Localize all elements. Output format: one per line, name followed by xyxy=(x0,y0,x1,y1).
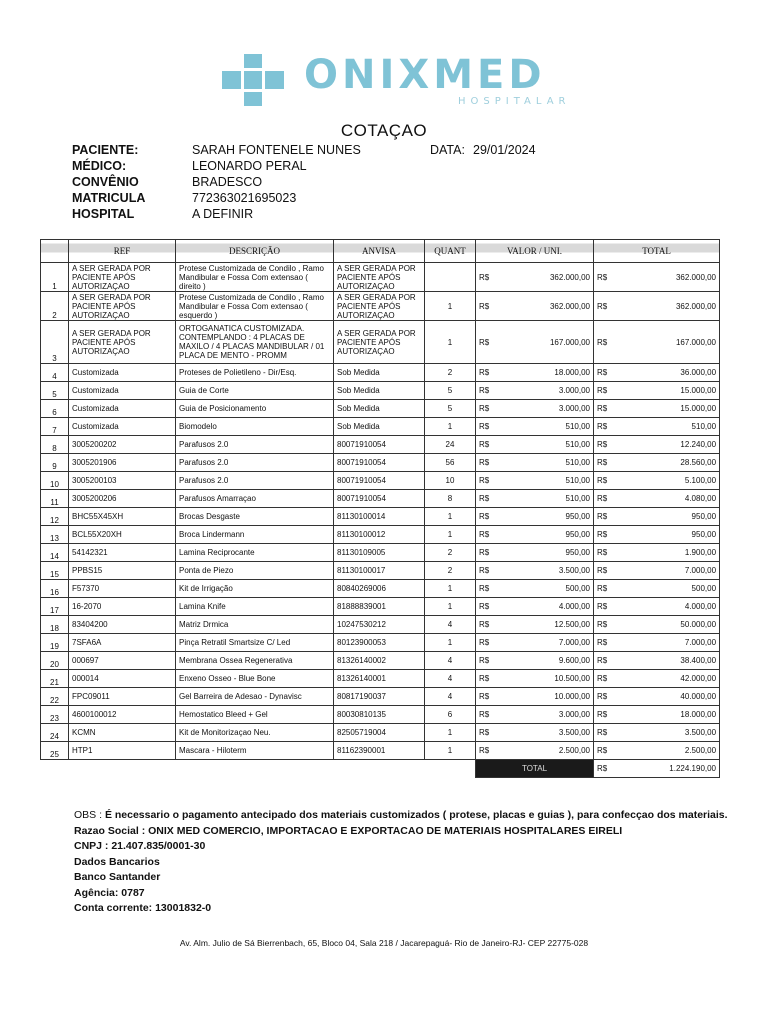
cell-descricao: Gel Barreira de Adesao - Dynavisc xyxy=(176,688,334,706)
cell-unit-value: 3.500,00 xyxy=(506,562,594,580)
cell-row-number: 22 xyxy=(41,688,69,706)
cell-anvisa: 81130100012 xyxy=(334,526,425,544)
cell-ref: 000697 xyxy=(69,652,176,670)
cell-quant: 5 xyxy=(425,382,476,400)
cell-unit-currency: R$ xyxy=(476,400,506,418)
cell-total-value: 28.560,00 xyxy=(619,454,720,472)
table-row xyxy=(41,292,720,321)
table-row xyxy=(41,616,720,634)
cell-total-currency: R$ xyxy=(594,544,619,562)
cell-total-currency: R$ xyxy=(594,364,619,382)
dados-bancarios: Dados Bancarios xyxy=(74,855,160,868)
cell-quant: 10 xyxy=(425,472,476,490)
footer-address: Av. Alm. Julio de Sá Bierrenbach, 65, Bloco 04, Sala 218 / Jacarepaguá- Rio de Janeiro-RJ- CEP 22775-028 xyxy=(179,938,589,948)
agencia: Agência: 0787 xyxy=(74,886,145,899)
total-value: 1.224.190,00 xyxy=(619,760,720,778)
cell-total-currency: R$ xyxy=(594,580,619,598)
cell-total-currency: R$ xyxy=(594,742,619,760)
notes xyxy=(74,808,728,917)
cell-unit-currency: R$ xyxy=(476,321,506,364)
cell-quant: 8 xyxy=(425,490,476,508)
cross-icon xyxy=(222,54,286,106)
cell-unit-value: 362.000,00 xyxy=(506,263,594,292)
cell-descricao: Protese Customizada de Condilo , Ramo Mandibular e Fossa Com extensao ( direito ) xyxy=(176,263,334,292)
cell-row-number: 4 xyxy=(41,364,69,382)
cell-row-number: 11 xyxy=(41,490,69,508)
cell-quant: 1 xyxy=(425,580,476,598)
header-ref: REF xyxy=(69,240,176,263)
table-row xyxy=(41,526,720,544)
cell-unit-value: 2.500,00 xyxy=(506,742,594,760)
page-title: COTAÇAO xyxy=(340,121,428,140)
cell-ref: PPBS15 xyxy=(69,562,176,580)
cell-unit-currency: R$ xyxy=(476,436,506,454)
cell-quant: 2 xyxy=(425,562,476,580)
cell-ref: 83404200 xyxy=(69,616,176,634)
table-row xyxy=(41,670,720,688)
cell-ref: 7SFA6A xyxy=(69,634,176,652)
cell-total-currency: R$ xyxy=(594,436,619,454)
cell-quant xyxy=(425,263,476,292)
cell-anvisa: 80071910054 xyxy=(334,490,425,508)
cell-total-value: 2.500,00 xyxy=(619,742,720,760)
cell-total-value: 4.080,00 xyxy=(619,490,720,508)
cell-total-value: 1.900,00 xyxy=(619,544,720,562)
cell-total-value: 4.000,00 xyxy=(619,598,720,616)
table-row xyxy=(41,436,720,454)
cell-unit-value: 9.600,00 xyxy=(506,652,594,670)
cell-descricao: Kit de Monitorizaçao Neu. xyxy=(176,724,334,742)
cell-total-currency: R$ xyxy=(594,526,619,544)
header-num xyxy=(41,240,69,263)
hospital-label: HOSPITAL xyxy=(72,207,135,221)
cell-ref: 4600100012 xyxy=(69,706,176,724)
cell-total-value: 3.500,00 xyxy=(619,724,720,742)
cell-total-currency: R$ xyxy=(594,616,619,634)
cell-anvisa: A SER GERADA POR PACIENTE APÓS AUTORIZAÇAO xyxy=(334,263,425,292)
total-currency: R$ xyxy=(594,760,619,778)
cell-descricao: Lamina Reciprocante xyxy=(176,544,334,562)
cell-unit-currency: R$ xyxy=(476,544,506,562)
cell-total-value: 510,00 xyxy=(619,418,720,436)
cell-row-number: 24 xyxy=(41,724,69,742)
table-row xyxy=(41,544,720,562)
cell-total-value: 5.100,00 xyxy=(619,472,720,490)
cell-row-number: 16 xyxy=(41,580,69,598)
cell-total-value: 7.000,00 xyxy=(619,562,720,580)
table-row xyxy=(41,652,720,670)
table-row xyxy=(41,472,720,490)
cell-unit-currency: R$ xyxy=(476,526,506,544)
table-row xyxy=(41,321,720,364)
cell-ref: Customizada xyxy=(69,400,176,418)
cell-row-number: 23 xyxy=(41,706,69,724)
table-header-row xyxy=(41,240,720,263)
cell-anvisa: 81130100017 xyxy=(334,562,425,580)
medico-value: LEONARDO PERAL xyxy=(192,159,307,173)
convenio-label: CONVÊNIO xyxy=(72,175,139,189)
cell-descricao: Guia de Posicionamento xyxy=(176,400,334,418)
cell-row-number: 15 xyxy=(41,562,69,580)
cell-anvisa: 80123900053 xyxy=(334,634,425,652)
cell-unit-value: 10.500,00 xyxy=(506,670,594,688)
cell-total-currency: R$ xyxy=(594,292,619,321)
hospital-value: A DEFINIR xyxy=(192,207,254,221)
cell-descricao: Brocas Desgaste xyxy=(176,508,334,526)
cell-unit-value: 510,00 xyxy=(506,490,594,508)
convenio-value: BRADESCO xyxy=(192,175,263,189)
cell-total-currency: R$ xyxy=(594,652,619,670)
cell-total-currency: R$ xyxy=(594,472,619,490)
total-row xyxy=(41,760,720,778)
cell-quant: 1 xyxy=(425,321,476,364)
cell-quant: 1 xyxy=(425,526,476,544)
cell-total-currency: R$ xyxy=(594,562,619,580)
cell-ref: HTP1 xyxy=(69,742,176,760)
cell-descricao: Ponta de Piezo xyxy=(176,562,334,580)
cell-quant: 6 xyxy=(425,706,476,724)
cell-total-value: 7.000,00 xyxy=(619,634,720,652)
cell-quant: 4 xyxy=(425,670,476,688)
cell-unit-value: 10.000,00 xyxy=(506,688,594,706)
cell-ref: Customizada xyxy=(69,418,176,436)
cell-anvisa: 81162390001 xyxy=(334,742,425,760)
cell-row-number: 8 xyxy=(41,436,69,454)
cell-total-currency: R$ xyxy=(594,634,619,652)
cell-row-number: 12 xyxy=(41,508,69,526)
cell-unit-currency: R$ xyxy=(476,382,506,400)
cell-quant: 5 xyxy=(425,400,476,418)
cell-anvisa: 80071910054 xyxy=(334,472,425,490)
cell-total-currency: R$ xyxy=(594,724,619,742)
cell-descricao: Lamina Knife xyxy=(176,598,334,616)
cell-ref: A SER GERADA POR PACIENTE APÓS AUTORIZAÇAO xyxy=(69,292,176,321)
table-row xyxy=(41,598,720,616)
cell-anvisa: Sob Medida xyxy=(334,382,425,400)
cell-unit-value: 950,00 xyxy=(506,526,594,544)
cell-total-value: 362.000,00 xyxy=(619,263,720,292)
cell-anvisa: 82505719004 xyxy=(334,724,425,742)
cell-quant: 2 xyxy=(425,544,476,562)
cell-row-number: 17 xyxy=(41,598,69,616)
table-row xyxy=(41,688,720,706)
table-row xyxy=(41,418,720,436)
cell-anvisa: 80071910054 xyxy=(334,454,425,472)
cell-quant: 4 xyxy=(425,688,476,706)
cell-total-value: 38.400,00 xyxy=(619,652,720,670)
cell-quant: 4 xyxy=(425,652,476,670)
cell-row-number: 14 xyxy=(41,544,69,562)
cell-anvisa: 10247530212 xyxy=(334,616,425,634)
cell-unit-currency: R$ xyxy=(476,580,506,598)
cell-anvisa: A SER GERADA POR PACIENTE APÓS AUTORIZAÇAO xyxy=(334,292,425,321)
cell-descricao: Membrana Ossea Regenerativa xyxy=(176,652,334,670)
cell-unit-value: 500,00 xyxy=(506,580,594,598)
cell-total-currency: R$ xyxy=(594,382,619,400)
cell-unit-currency: R$ xyxy=(476,652,506,670)
cell-unit-value: 18.000,00 xyxy=(506,364,594,382)
cell-descricao: Proteses de Polietileno - Dir/Esq. xyxy=(176,364,334,382)
cell-total-value: 362.000,00 xyxy=(619,292,720,321)
cell-row-number: 3 xyxy=(41,321,69,364)
cell-descricao: Hemostatico Bleed + Gel xyxy=(176,706,334,724)
cell-ref: A SER GERADA POR PACIENTE APÓS AUTORIZAÇAO xyxy=(69,321,176,364)
cell-row-number: 9 xyxy=(41,454,69,472)
cell-unit-value: 3.000,00 xyxy=(506,382,594,400)
cell-unit-currency: R$ xyxy=(476,472,506,490)
cell-descricao: Parafusos 2.0 xyxy=(176,472,334,490)
cell-unit-currency: R$ xyxy=(476,670,506,688)
cell-total-value: 40.000,00 xyxy=(619,688,720,706)
obs-prefix: OBS : xyxy=(74,809,105,821)
table-row xyxy=(41,490,720,508)
table-row xyxy=(41,382,720,400)
cell-row-number: 21 xyxy=(41,670,69,688)
cell-ref: Customizada xyxy=(69,364,176,382)
cell-anvisa: 81130109005 xyxy=(334,544,425,562)
cell-quant: 1 xyxy=(425,634,476,652)
cell-ref: 54142321 xyxy=(69,544,176,562)
matricula-value: 772363021695023 xyxy=(192,191,297,205)
cell-total-value: 167.000,00 xyxy=(619,321,720,364)
cell-total-currency: R$ xyxy=(594,598,619,616)
cell-row-number: 1 xyxy=(41,263,69,292)
brand-logo xyxy=(222,52,571,110)
cell-quant: 1 xyxy=(425,292,476,321)
table-row xyxy=(41,454,720,472)
cell-unit-currency: R$ xyxy=(476,724,506,742)
paciente-label: PACIENTE: xyxy=(72,143,139,157)
cell-total-currency: R$ xyxy=(594,688,619,706)
cell-unit-currency: R$ xyxy=(476,292,506,321)
cell-ref: 3005201906 xyxy=(69,454,176,472)
cell-anvisa: A SER GERADA POR PACIENTE APÓS AUTORIZAÇAO xyxy=(334,321,425,364)
cell-anvisa: Sob Medida xyxy=(334,364,425,382)
cell-descricao: Broca Lindermann xyxy=(176,526,334,544)
cell-total-value: 15.000,00 xyxy=(619,400,720,418)
cell-anvisa: 80030810135 xyxy=(334,706,425,724)
data-label: DATA: xyxy=(430,143,465,157)
cell-row-number: 20 xyxy=(41,652,69,670)
cell-anvisa: 81888839001 xyxy=(334,598,425,616)
header-quant: QUANT xyxy=(425,240,476,263)
cell-unit-currency: R$ xyxy=(476,706,506,724)
cell-quant: 4 xyxy=(425,616,476,634)
table-row xyxy=(41,580,720,598)
cell-unit-value: 3.000,00 xyxy=(506,400,594,418)
medico-label: MÉDICO: xyxy=(72,159,127,173)
cell-descricao: Guia de Corte xyxy=(176,382,334,400)
cell-total-currency: R$ xyxy=(594,418,619,436)
cell-total-value: 36.000,00 xyxy=(619,364,720,382)
cell-total-currency: R$ xyxy=(594,490,619,508)
cell-total-currency: R$ xyxy=(594,508,619,526)
cell-ref: 3005200103 xyxy=(69,472,176,490)
cell-unit-currency: R$ xyxy=(476,364,506,382)
cell-row-number: 13 xyxy=(41,526,69,544)
cell-unit-currency: R$ xyxy=(476,562,506,580)
cell-unit-currency: R$ xyxy=(476,688,506,706)
cell-quant: 1 xyxy=(425,508,476,526)
cell-descricao: Enxeno Osseo - Blue Bone xyxy=(176,670,334,688)
cell-unit-value: 510,00 xyxy=(506,472,594,490)
header-total: TOTAL xyxy=(594,240,720,263)
cell-quant: 24 xyxy=(425,436,476,454)
cell-total-value: 950,00 xyxy=(619,526,720,544)
cell-total-value: 12.240,00 xyxy=(619,436,720,454)
cell-ref: BHC55X45XH xyxy=(69,508,176,526)
cell-ref: A SER GERADA POR PACIENTE APÓS AUTORIZAÇAO xyxy=(69,263,176,292)
cnpj: CNPJ : 21.407.835/0001-30 xyxy=(74,840,206,852)
cell-total-value: 50.000,00 xyxy=(619,616,720,634)
cell-row-number: 2 xyxy=(41,292,69,321)
header-valor-uni: VALOR / UNI. xyxy=(476,240,594,263)
obs-text: É necessario o pagamento antecipado dos materiais customizados ( protese, placas e guias ), para confecçao dos materiais. xyxy=(104,809,728,821)
cell-anvisa: 80817190037 xyxy=(334,688,425,706)
cell-unit-value: 950,00 xyxy=(506,508,594,526)
brand-name: ONIXMED xyxy=(304,52,546,98)
cell-anvisa: 81326140002 xyxy=(334,652,425,670)
cell-descricao: Parafusos Amarraçao xyxy=(176,490,334,508)
cell-unit-currency: R$ xyxy=(476,418,506,436)
header-anvisa: ANVISA xyxy=(334,240,425,263)
cell-quant: 1 xyxy=(425,724,476,742)
cell-descricao: Parafusos 2.0 xyxy=(176,436,334,454)
cell-unit-currency: R$ xyxy=(476,634,506,652)
table-row xyxy=(41,400,720,418)
cell-anvisa: 80840269006 xyxy=(334,580,425,598)
cell-unit-currency: R$ xyxy=(476,742,506,760)
table-row xyxy=(41,706,720,724)
cell-anvisa: Sob Medida xyxy=(334,418,425,436)
table-row xyxy=(41,562,720,580)
brand-sub: HOSPITALAR xyxy=(458,96,571,107)
banco: Banco Santander xyxy=(74,871,161,883)
cell-total-value: 18.000,00 xyxy=(619,706,720,724)
cell-unit-value: 167.000,00 xyxy=(506,321,594,364)
cell-descricao: Parafusos 2.0 xyxy=(176,454,334,472)
cell-ref: FPC09011 xyxy=(69,688,176,706)
cell-total-value: 500,00 xyxy=(619,580,720,598)
conta-corrente: Conta corrente: 13001832-0 xyxy=(74,902,212,914)
cell-unit-value: 510,00 xyxy=(506,418,594,436)
cell-ref: Customizada xyxy=(69,382,176,400)
items-table xyxy=(40,239,720,778)
cell-total-currency: R$ xyxy=(594,706,619,724)
cell-unit-value: 7.000,00 xyxy=(506,634,594,652)
cell-descricao: Mascara - Hiloterm xyxy=(176,742,334,760)
cell-unit-currency: R$ xyxy=(476,454,506,472)
cell-row-number: 18 xyxy=(41,616,69,634)
cell-ref: F57370 xyxy=(69,580,176,598)
cell-row-number: 6 xyxy=(41,400,69,418)
table-row xyxy=(41,263,720,292)
data-value: 29/01/2024 xyxy=(473,143,536,157)
cell-total-currency: R$ xyxy=(594,263,619,292)
table-row xyxy=(41,634,720,652)
cell-unit-value: 3.500,00 xyxy=(506,724,594,742)
cell-anvisa: 80071910054 xyxy=(334,436,425,454)
header-descricao: DESCRIÇÃO xyxy=(176,240,334,263)
cell-unit-value: 362.000,00 xyxy=(506,292,594,321)
cell-quant: 1 xyxy=(425,418,476,436)
table-row xyxy=(41,508,720,526)
cell-descricao: Pinça Retratil Smartsize C/ Led xyxy=(176,634,334,652)
cell-ref: 3005200206 xyxy=(69,490,176,508)
table-row xyxy=(41,364,720,382)
matricula-label: MATRICULA xyxy=(72,191,146,205)
cell-ref: 16-2070 xyxy=(69,598,176,616)
cell-ref: 3005200202 xyxy=(69,436,176,454)
cell-unit-currency: R$ xyxy=(476,508,506,526)
cell-total-currency: R$ xyxy=(594,400,619,418)
cell-ref: BCL55X20XH xyxy=(69,526,176,544)
table-row xyxy=(41,724,720,742)
cell-descricao: Matriz Drmica xyxy=(176,616,334,634)
cell-unit-value: 950,00 xyxy=(506,544,594,562)
cell-ref: 000014 xyxy=(69,670,176,688)
cell-unit-currency: R$ xyxy=(476,263,506,292)
cell-anvisa: Sob Medida xyxy=(334,400,425,418)
cell-row-number: 19 xyxy=(41,634,69,652)
total-label: TOTAL xyxy=(476,760,594,778)
razao-social: Razao Social : ONIX MED COMERCIO, IMPORTACAO E EXPORTACAO DE MATERIAIS HOSPITALARES EIRELI xyxy=(74,824,623,837)
cell-total-value: 15.000,00 xyxy=(619,382,720,400)
cell-row-number: 10 xyxy=(41,472,69,490)
cell-quant: 1 xyxy=(425,742,476,760)
cell-unit-currency: R$ xyxy=(476,598,506,616)
cell-total-currency: R$ xyxy=(594,321,619,364)
cell-ref: KCMN xyxy=(69,724,176,742)
cell-row-number: 25 xyxy=(41,742,69,760)
cell-total-currency: R$ xyxy=(594,454,619,472)
cell-unit-value: 510,00 xyxy=(506,454,594,472)
paciente-value: SARAH FONTENELE NUNES xyxy=(192,143,361,157)
cell-descricao: Kit de Irrigação xyxy=(176,580,334,598)
cell-total-value: 950,00 xyxy=(619,508,720,526)
cell-unit-value: 4.000,00 xyxy=(506,598,594,616)
cell-quant: 56 xyxy=(425,454,476,472)
cell-total-currency: R$ xyxy=(594,670,619,688)
cell-unit-currency: R$ xyxy=(476,490,506,508)
cell-row-number: 5 xyxy=(41,382,69,400)
cell-anvisa: 81326140001 xyxy=(334,670,425,688)
cell-row-number: 7 xyxy=(41,418,69,436)
cell-quant: 2 xyxy=(425,364,476,382)
cell-quant: 1 xyxy=(425,598,476,616)
cell-descricao: Protese Customizada de Condilo , Ramo Mandibular e Fossa Com extensao ( esquerdo ) xyxy=(176,292,334,321)
cell-unit-currency: R$ xyxy=(476,616,506,634)
cell-descricao: ORTOGANATICA CUSTOMIZADA. CONTEMPLANDO : 4 PLACAS DE MAXILO / 4 PLACAS MANDIBULAR / 01 PLACA DE MENTO - PROMM xyxy=(176,321,334,364)
cell-anvisa: 81130100014 xyxy=(334,508,425,526)
cell-descricao: Biomodelo xyxy=(176,418,334,436)
cell-unit-value: 12.500,00 xyxy=(506,616,594,634)
cell-total-value: 42.000,00 xyxy=(619,670,720,688)
cell-unit-value: 3.000,00 xyxy=(506,706,594,724)
table-row xyxy=(41,742,720,760)
cell-unit-value: 510,00 xyxy=(506,436,594,454)
